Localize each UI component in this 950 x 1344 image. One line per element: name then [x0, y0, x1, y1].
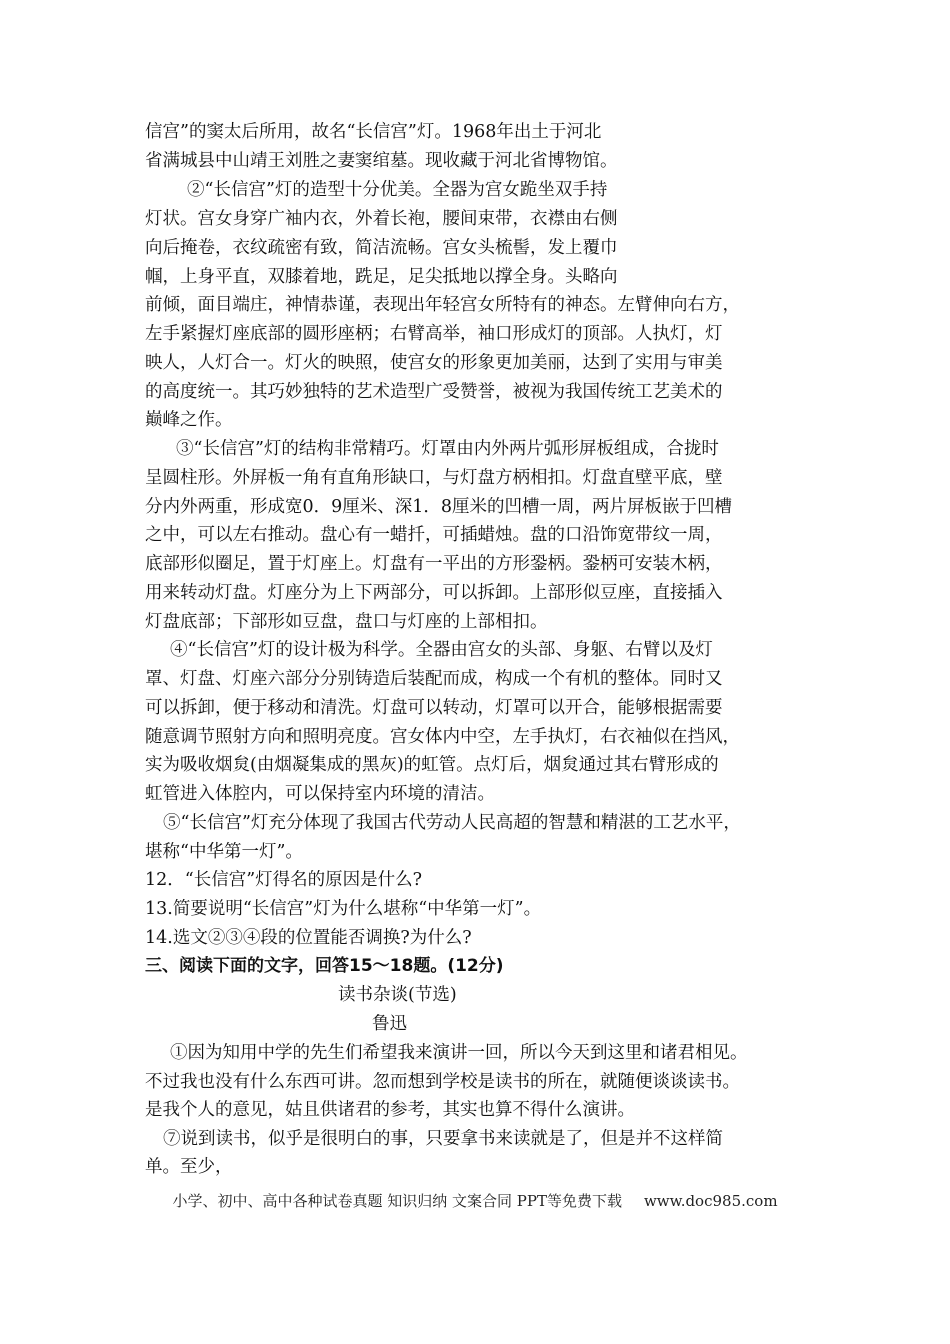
- text-line: 灯盘底部；下部形如豆盘，盘口与灯座的上部相扣。: [145, 612, 548, 632]
- text-line: 前倾，面目端庄，神情恭谨，表现出年轻宫女所特有的神态。左臂伸向右方，: [145, 295, 740, 315]
- text-line: 堪称“中华第一灯”。: [145, 842, 303, 862]
- paragraph-5-start: ⑤“长信宫”灯充分体现了我国古代劳动人民高超的智慧和精湛的工艺水平，: [163, 813, 741, 833]
- text-line: 罩、灯盘、灯座六部分分别铸造后装配而成，构成一个有机的整体。同时又: [145, 669, 723, 689]
- text-line: 单。至少，: [145, 1157, 233, 1177]
- text-line: 实为吸收烟炱(由烟凝集成的黑灰)的虹管。点灯后，烟炱通过其右臂形成的: [145, 755, 719, 775]
- footer-text: 小学、初中、高中各种试卷真题 知识归纳 文案合同 PPT等免费下载: [172, 1192, 622, 1210]
- page-footer: [0, 1190, 950, 1211]
- text-line: 虹管进入体腔内，可以保持室内环境的清洁。: [145, 784, 495, 804]
- text-line: 信宫”的窦太后所用，故名“长信宫”灯。1968年出土于河北: [145, 122, 602, 142]
- text-line: 映人，人灯合一。灯火的映照，使宫女的形象更加美丽，达到了实用与审美: [145, 353, 723, 373]
- paragraph-3-start: ③“长信宫”灯的结构非常精巧。灯罩由内外两片弧形屏板组成，合拢时: [176, 439, 719, 459]
- text-line: 可以拆卸，便于移动和清洗。灯盘可以转动，灯罩可以开合，能够根据需要: [145, 698, 723, 718]
- article-title: 读书杂谈(节选): [338, 985, 457, 1005]
- question-14: 14.选文②③④段的位置能否调换?为什么?: [145, 928, 472, 948]
- article-author: 鲁迅: [372, 1014, 407, 1034]
- text-line: 之中，可以左右推动。盘心有一蜡扦，可插蜡烛。盘的口沿饰宽带纹一周，: [145, 525, 723, 545]
- text-line: 帼，上身平直，双膝着地，跣足，足尖抵地以撑全身。头略向: [145, 267, 618, 287]
- text-line: 不过我也没有什么东西可讲。忽而想到学校是读书的所在，就随便谈谈读书。: [145, 1072, 740, 1092]
- question-12: 12．“长信宫”灯得名的原因是什么?: [145, 870, 423, 890]
- text-line: 底部形似圈足，置于灯座上。灯盘有一平出的方形銎柄。銎柄可安装木柄，: [145, 554, 723, 574]
- text-line: 分内外两重，形成宽0．9厘米、深1．8厘米的凹槽一周，两片屏板嵌于凹槽: [145, 497, 733, 517]
- text-line: 向后掩卷，衣纹疏密有致，简洁流畅。宫女头梳髻，发上覆巾: [145, 238, 618, 258]
- text-line: 的高度统一。其巧妙独特的艺术造型广受赞誉，被视为我国传统工艺美术的: [145, 382, 723, 402]
- article-paragraph-1: ①因为知用中学的先生们希望我来演讲一回，所以今天到这里和诸君相见。: [170, 1043, 748, 1063]
- text-line: 用来转动灯盘。灯座分为上下两部分，可以拆卸。上部形似豆座，直接插入: [145, 583, 723, 603]
- question-13: 13.简要说明“长信宫”灯为什么堪称“中华第一灯”。: [145, 899, 542, 919]
- paragraph-4-start: ④“长信宫”灯的设计极为科学。全器由宫女的头部、身躯、右臂以及灯: [170, 640, 713, 660]
- text-line: 灯状。宫女身穿广袖内衣，外着长袍，腰间束带，衣襟由右侧: [145, 209, 618, 229]
- section-heading: 三、阅读下面的文字，回答15～18题。(12分): [145, 956, 504, 976]
- text-line: 随意调节照射方向和照明亮度。宫女体内中空，左手执灯，右衣袖似在挡风，: [145, 727, 740, 747]
- paragraph-2-start: ②“长信宫”灯的造型十分优美。全器为宫女跪坐双手持: [187, 180, 608, 200]
- text-line: 是我个人的意见，姑且供诸君的参考，其实也算不得什么演讲。: [145, 1100, 635, 1120]
- text-line: 左手紧握灯座底部的圆形座柄；右臂高举，袖口形成灯的顶部。人执灯，灯: [145, 324, 723, 344]
- footer-url[interactable]: www.doc985.com: [643, 1192, 778, 1210]
- text-line: 呈圆柱形。外屏板一角有直角形缺口，与灯盘方柄相扣。灯盘直壁平底，壁: [145, 468, 723, 488]
- article-paragraph-2: ⑦说到读书，似乎是很明白的事，只要拿书来读就是了，但是并不这样简: [163, 1129, 723, 1149]
- text-line: 省满城县中山靖王刘胜之妻窦绾墓。现收藏于河北省博物馆。: [145, 151, 618, 171]
- text-line: 巅峰之作。: [145, 410, 233, 430]
